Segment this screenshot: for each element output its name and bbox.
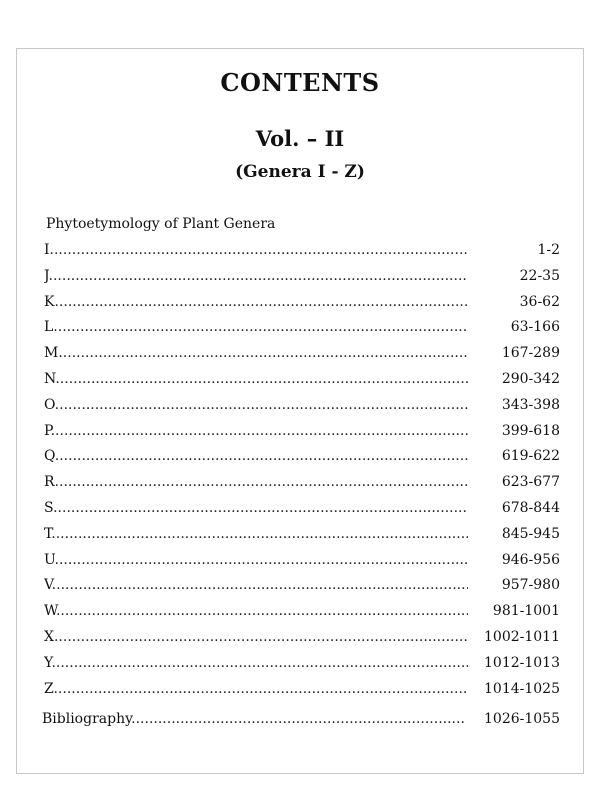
toc-entry-label: N ..... [44, 371, 468, 387]
toc-entry-pages: 1026-1055 [484, 711, 560, 728]
toc-entry [0, 574, 600, 600]
toc-entry-bibliography [0, 708, 600, 734]
toc-entry-pages: 36-62 [519, 293, 560, 310]
toc-entry [0, 316, 600, 342]
toc-entry [0, 342, 600, 368]
toc-entry-pages: 1012-1013 [484, 654, 560, 671]
page-title: CONTENTS [220, 68, 380, 97]
toc-entry-label: S ..... [44, 500, 468, 516]
toc-entry-pages: 845-945 [501, 525, 560, 542]
toc-entry-pages: 1014-1025 [484, 680, 560, 697]
toc-entry-label: Y ..... [44, 655, 468, 671]
toc-entry [0, 420, 600, 446]
toc-entry [0, 239, 600, 265]
toc-entry-pages: 623-677 [501, 474, 560, 491]
toc-entry [0, 600, 600, 626]
section-heading: Phytoetymology of Plant Genera [46, 216, 276, 232]
toc-entry-pages: 946-956 [501, 551, 560, 568]
toc-entry-label: L ..... [44, 319, 468, 335]
toc-entry-label: R ..... [44, 474, 468, 490]
toc-entry-label: W ..... [44, 603, 468, 619]
toc-entry [0, 368, 600, 394]
volume-heading: Vol. – II [255, 126, 345, 151]
toc-entry [0, 523, 600, 549]
toc-entry-pages: 1002-1011 [484, 628, 560, 645]
toc-entry-label: O ..... [44, 397, 468, 413]
toc-entry-label: M ..... [44, 345, 468, 361]
toc-entry-label: P ..... [44, 423, 468, 439]
toc-entry [0, 497, 600, 523]
toc-entry-pages: 22-35 [519, 267, 560, 284]
toc-entry-label: Q ..... [44, 448, 468, 464]
toc-entry-label: Bibliography ..... [42, 711, 466, 727]
toc-entry-label: J ..... [44, 268, 468, 284]
toc-entry-label: I ..... [44, 242, 468, 258]
toc-entry-pages: 399-618 [501, 422, 560, 439]
toc-entry-label: K ..... [44, 294, 468, 310]
toc-entry-pages: 1-2 [537, 242, 560, 258]
toc-entry [0, 652, 600, 678]
toc-entry-label: Z ..... [44, 681, 468, 697]
toc-entry-pages: 957-980 [501, 577, 560, 594]
toc-entry-label: V ..... [44, 577, 468, 593]
toc-entry [0, 626, 600, 652]
toc-entry-pages: 981-1001 [492, 603, 560, 620]
toc-entry [0, 471, 600, 497]
toc-entry [0, 394, 600, 420]
toc-entry-pages: 63-166 [510, 319, 560, 336]
toc-entry-pages: 678-844 [501, 499, 560, 516]
toc-entry-pages: 619-622 [501, 448, 560, 465]
toc-entry-label: U ..... [44, 552, 468, 568]
toc-entry [0, 291, 600, 317]
toc-entry [0, 549, 600, 575]
volume-subtitle: (Genera I - Z) [235, 162, 365, 182]
toc-entry-label: X ..... [44, 629, 468, 645]
toc-entry-label: T ..... [44, 526, 468, 542]
toc-entry [0, 265, 600, 291]
toc-entry [0, 445, 600, 471]
toc-list [0, 239, 600, 734]
toc-entry [0, 678, 600, 704]
toc-entry-pages: 343-398 [501, 396, 560, 413]
toc-entry-pages: 290-342 [501, 370, 560, 387]
toc-entry-pages: 167-289 [501, 345, 560, 362]
